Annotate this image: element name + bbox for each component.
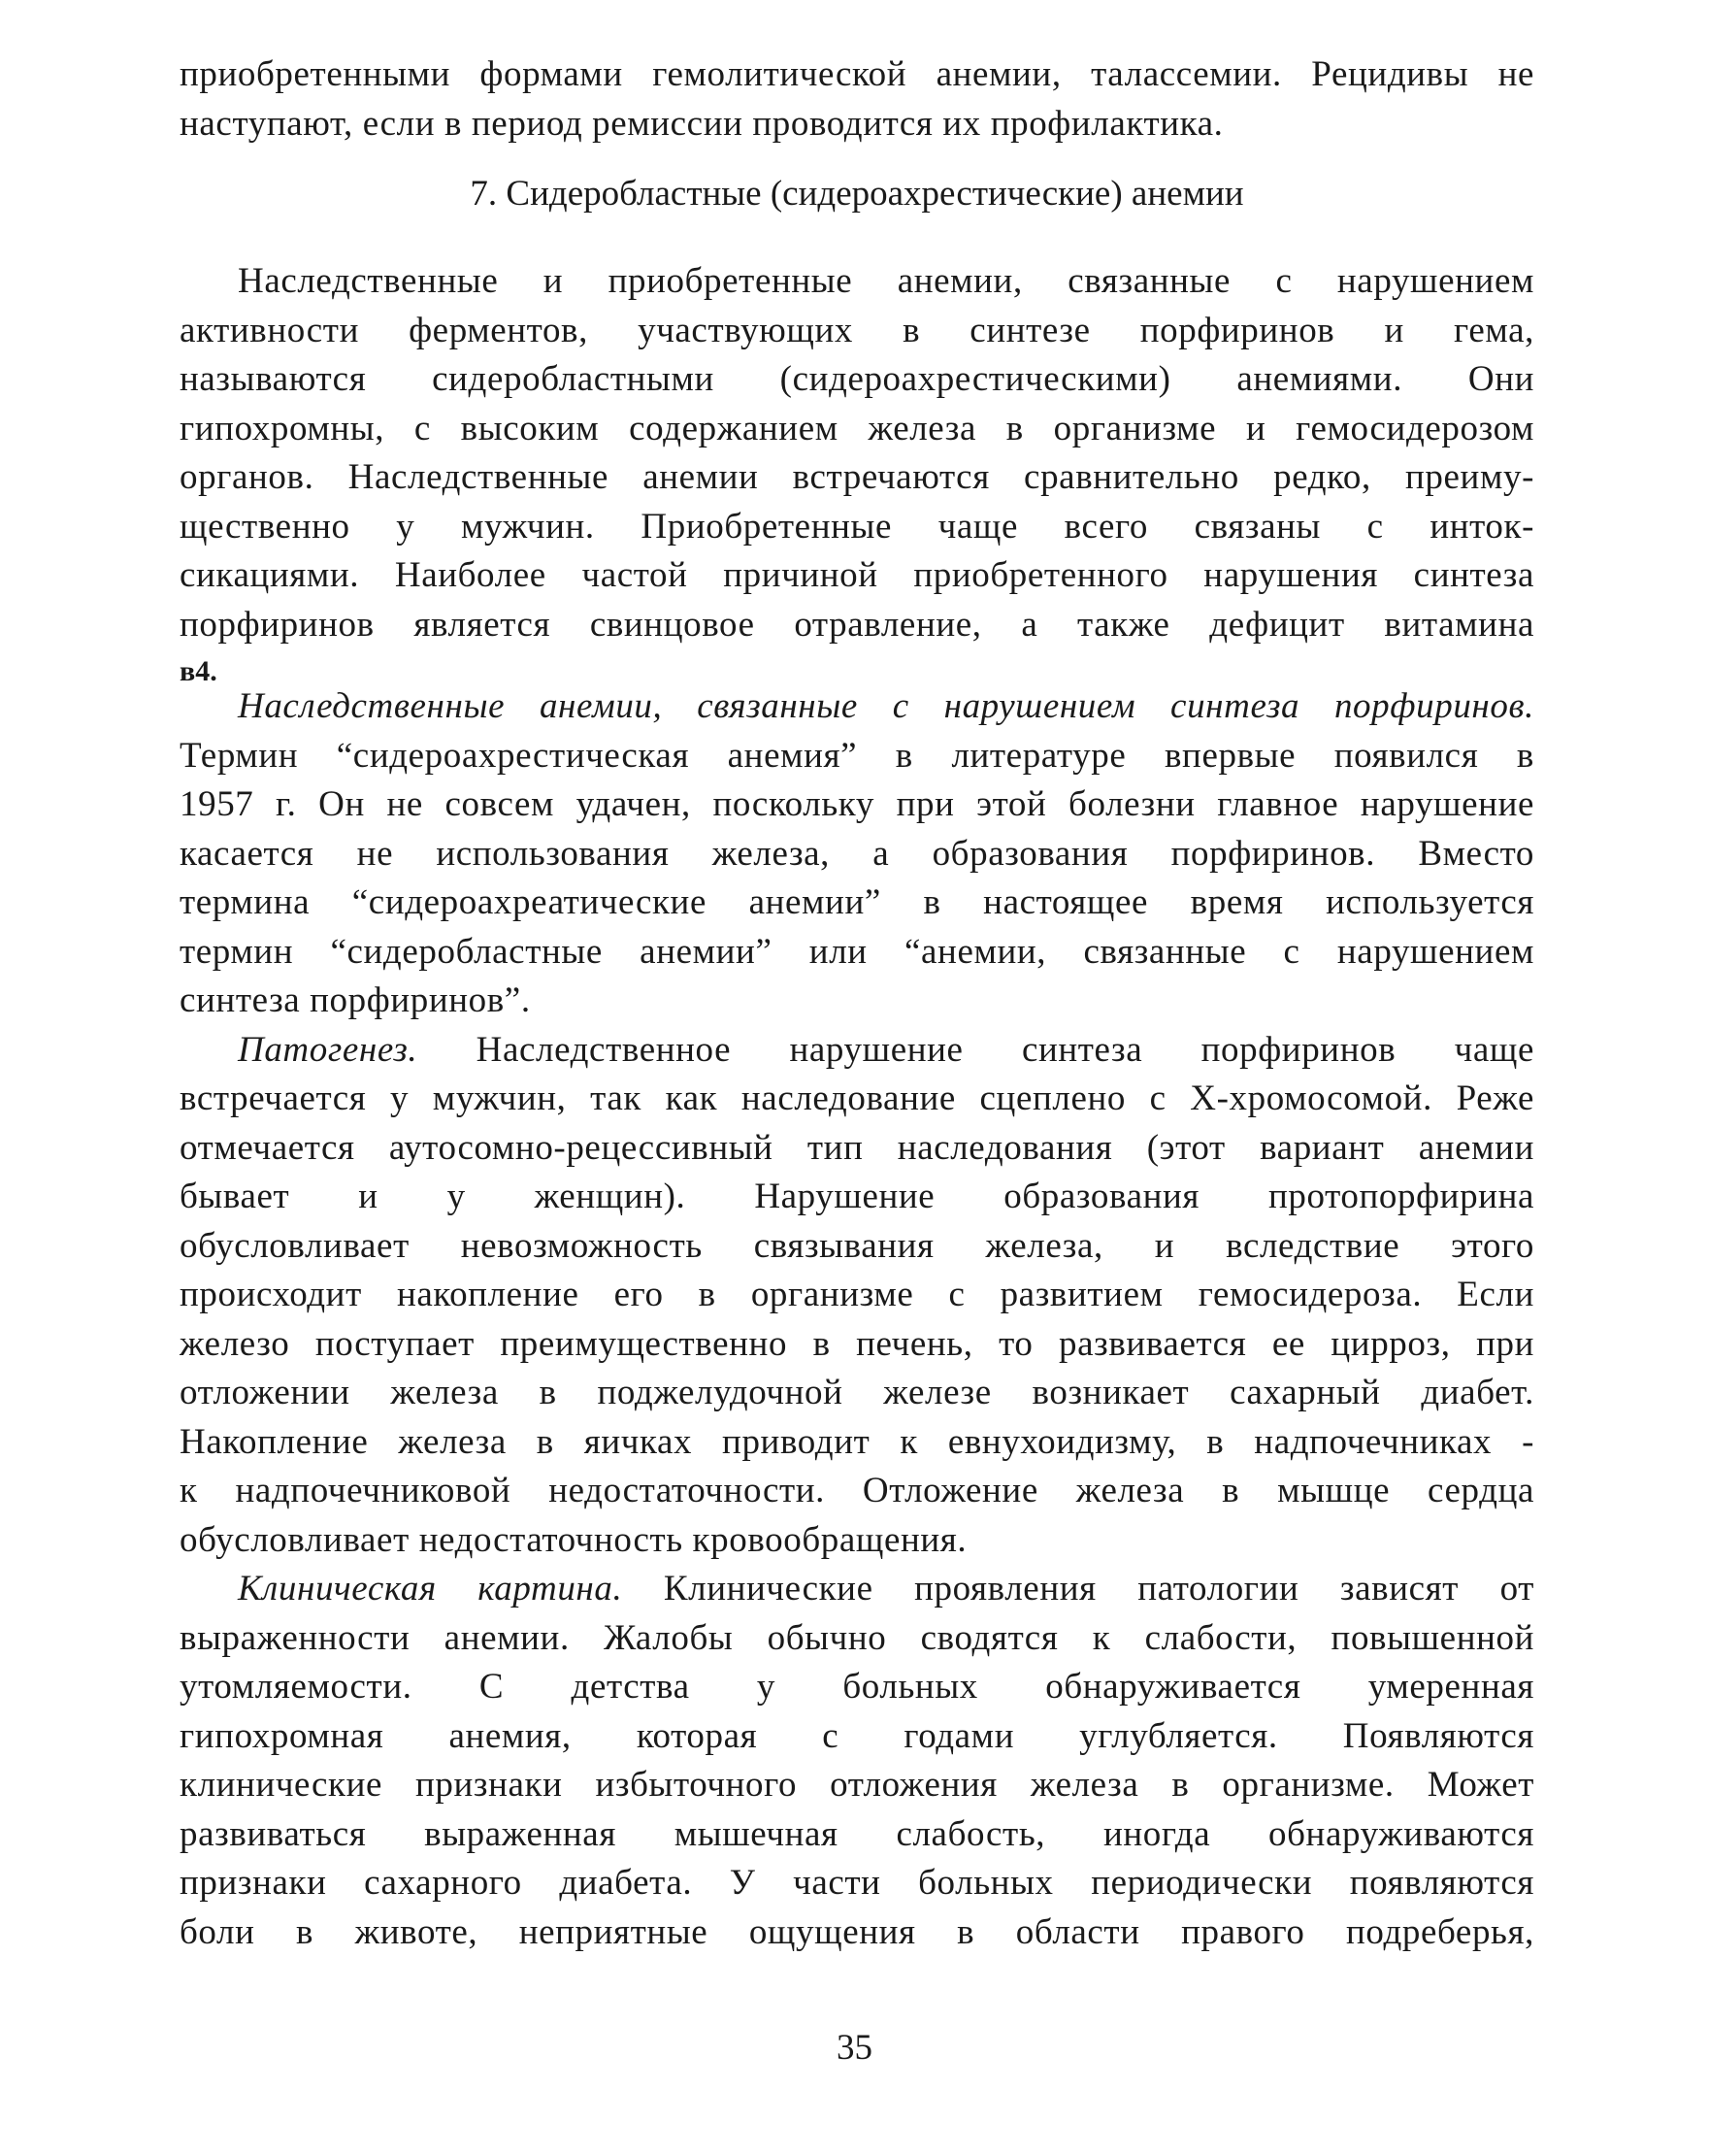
paragraph-clinical-picture [180, 1565, 1534, 1957]
document-page [180, 50, 1534, 1957]
italic-lead: Клиническая картина. [238, 1569, 623, 1609]
text-span: Наследственное нарушение синтеза порфиринов чаще [476, 1029, 1534, 1070]
text-line: органов. Наследственные анемии встречаются сравнительно редко, преиму- [180, 457, 1534, 497]
text-line: 1957 г. Он не совсем удачен, поскольку при этой болезни главное нарушение [180, 784, 1534, 824]
section-title: 7. Сидеробластные (сидероахрестические) анемии [470, 174, 1244, 214]
text-line: бывает и у женщин). Нарушение образования протопорфирина [180, 1177, 1534, 1216]
text-line: Наследственные и приобретенные анемии, связанные с нарушением [238, 261, 1534, 301]
text-line: признаки сахарного диабета. У части больных периодически появляются [180, 1863, 1534, 1903]
text-line: активности ферментов, участвующих в синтезе порфиринов и гема, [180, 310, 1534, 350]
text-line: порфиринов является свинцовое отравление, а также дефицит витамина [180, 604, 1534, 645]
text-line: обусловливает недостаточность кровообращения. [180, 1519, 968, 1560]
text-line: выраженности анемии. Жалобы обычно сводятся к слабости, повышенной [180, 1617, 1534, 1658]
paragraph-sideroblastic-intro [180, 257, 1534, 688]
text-span: Клинические проявления патологии зависят от [663, 1569, 1534, 1609]
text-line: развиваться выраженная мышечная слабость, иногда обнаруживаются [180, 1813, 1534, 1854]
text-line: синтеза порфиринов”. [180, 980, 531, 1020]
italic-lead: Наследственные анемии, связанные с нарушением синтеза порфиринов. [238, 686, 1534, 726]
intro-paragraph [180, 50, 1534, 149]
text-line: наступают, если в период ремиссии проводится их профилактика. [180, 103, 1224, 144]
text-line: Термин “сидероахрестическая анемия” в литературе впервые появился в [180, 735, 1534, 776]
text-line: клинические признаки избыточного отложения железа в организме. Может [180, 1765, 1534, 1805]
text-line: железо поступает преимущественно в печень, то развивается ее цирроз, при [180, 1323, 1534, 1364]
paragraph-pathogenesis [180, 1026, 1534, 1566]
text-line: боли в животе, неприятные ощущения в области правого подреберья, [180, 1911, 1534, 1952]
vitamin-marker: в4. [180, 655, 217, 687]
text-line: к надпочечниковой недостаточности. Отложение железа в мышце сердца [180, 1471, 1534, 1510]
text-line: термин “сидеробластные анемии” или “анемии, связанные с нарушением [180, 931, 1534, 972]
text-line: происходит накопление его в организме с развитием гемосидероза. Если [180, 1275, 1534, 1314]
text-line [180, 1026, 1534, 1076]
text-line: отмечается аутосомно-рецессивный тип наследования (этот вариант анемии [180, 1127, 1534, 1168]
text-line: гипохромны, с высоким содержанием железа в организме и гемосидерозом [180, 408, 1534, 448]
text-line: гипохромная анемия, которая с годами углубляется. Появляются [180, 1715, 1534, 1756]
text-line: приобретенными формами гемолитической анемии, талассемии. Рецидивы не [180, 54, 1534, 94]
text-line: касается не использования железа, а образования порфиринов. Вместо [180, 833, 1534, 874]
text-line: отложении железа в поджелудочной железе возникает сахарный диабет. [180, 1373, 1534, 1412]
text-line [180, 1565, 1534, 1614]
text-line: встречается у мужчин, так как наследование сцеплено с Х-хромосомой. Реже [180, 1078, 1534, 1118]
text-line: сикациями. Наиболее частой причиной приобретенного нарушения синтеза [180, 555, 1534, 595]
text-line: называются сидеробластными (сидероахрестическими) анемиями. Они [180, 359, 1534, 399]
text-line: Накопление железа в яичках приводит к евнухоидизму, в надпочечниках - [180, 1421, 1534, 1462]
text-line: щественно у мужчин. Приобретенные чаще всего связаны с инток- [180, 506, 1534, 547]
text-line: утомляемости. С детства у больных обнаруживается умеренная [180, 1667, 1534, 1707]
text-line: обусловливает невозможность связывания железа, и вследствие этого [180, 1225, 1534, 1266]
paragraph-hereditary-anemias [180, 682, 1534, 1026]
italic-lead: Патогенез. [238, 1029, 418, 1070]
text-line: термина “сидероахреатические анемии” в настоящее время используется [180, 882, 1534, 922]
page-number: 35 [837, 2028, 872, 2068]
